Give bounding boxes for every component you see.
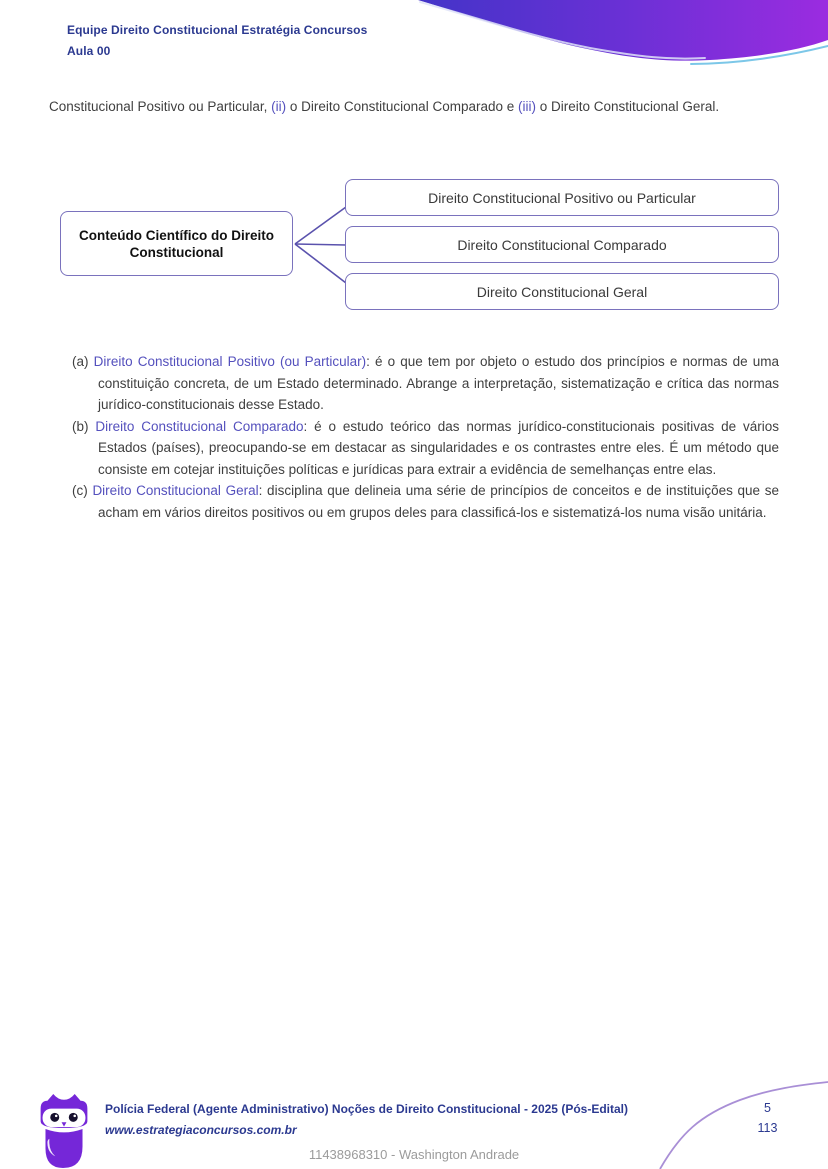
ribbon-wave-shape (418, 0, 828, 61)
footer-course-title: Polícia Federal (Agente Administrativo) Noções de Direito Constitucional - 2025 (Pós-Edital) (105, 1102, 628, 1116)
diagram-root-node: Conteúdo Científico do Direito Constitucional (60, 211, 293, 276)
list-item-c (72, 480, 779, 523)
header-ribbon-graphic (408, 0, 828, 80)
list-item-a (72, 351, 779, 416)
diagram-node-geral: Direito Constitucional Geral (345, 273, 779, 310)
owl-right-glint (73, 1115, 76, 1118)
list-term-b: Direito Constitucional Comparado (95, 418, 304, 434)
header-team-title: Equipe Direito Constitucional Estratégia Concursos (67, 23, 368, 37)
page-header (67, 20, 367, 62)
intro-post: o Direito Constitucional Geral. (536, 99, 720, 114)
list-marker-c: (c) (72, 483, 93, 498)
diagram-node-positivo: Direito Constitucional Positivo ou Particular (345, 179, 779, 216)
user-watermark: 11438968310 - Washington Andrade (308, 1147, 520, 1162)
owl-left-glint (55, 1115, 58, 1118)
total-page-count: 113 (757, 1121, 778, 1135)
list-marker-b: (b) (72, 418, 96, 434)
diagram-node-comparado: Direito Constitucional Comparado (345, 226, 779, 263)
intro-mid: o Direito Constitucional Comparado e (286, 99, 518, 114)
list-body-b: : é o estudo teórico das normas jurídico-constitucionais positivas de vários Estados (países), preocupando-se em destacar as singularidades e os contrastes entre eles. É um método que consiste em cotejar instituições políticas e jurídicas para extrair a evidência de semelhanças entre elas. (98, 418, 779, 477)
current-page-number: 5 (764, 1101, 771, 1115)
footer-website-link[interactable]: www.estrategiaconcursos.com.br (105, 1123, 297, 1137)
intro-pre: Constitucional Positivo ou Particular, (49, 99, 272, 114)
owl-right-pupil (69, 1113, 78, 1122)
intro-marker-iii: (iii) (518, 99, 536, 114)
list-term-a: Direito Constitucional Positivo (ou Particular) (93, 354, 367, 369)
intro-paragraph (49, 96, 779, 118)
definitions-list (72, 351, 779, 523)
concept-diagram (0, 178, 828, 314)
list-term-c: Direito Constitucional Geral (92, 483, 259, 498)
owl-left-pupil (50, 1113, 59, 1122)
list-body-c: : disciplina que delineia uma série de princípios de conceitos e de instituições que se acham em vários direitos positivos ou em grupos deles para classificá-los e sistematizá-los numa visão unitária. (98, 483, 779, 520)
list-item-b (72, 416, 779, 481)
list-body-a: : é o que tem por objeto o estudo dos princípios e normas de uma constituição concreta, de um Estado determinado. Abrange a interpretação, sistematização e crítica das normas jurídico-constitucionais desse Estado. (98, 354, 780, 412)
header-lesson-number: Aula 00 (67, 44, 111, 58)
intro-marker-ii: (ii) (271, 99, 287, 114)
page-number-block (735, 1098, 800, 1138)
list-marker-a: (a) (72, 354, 94, 369)
